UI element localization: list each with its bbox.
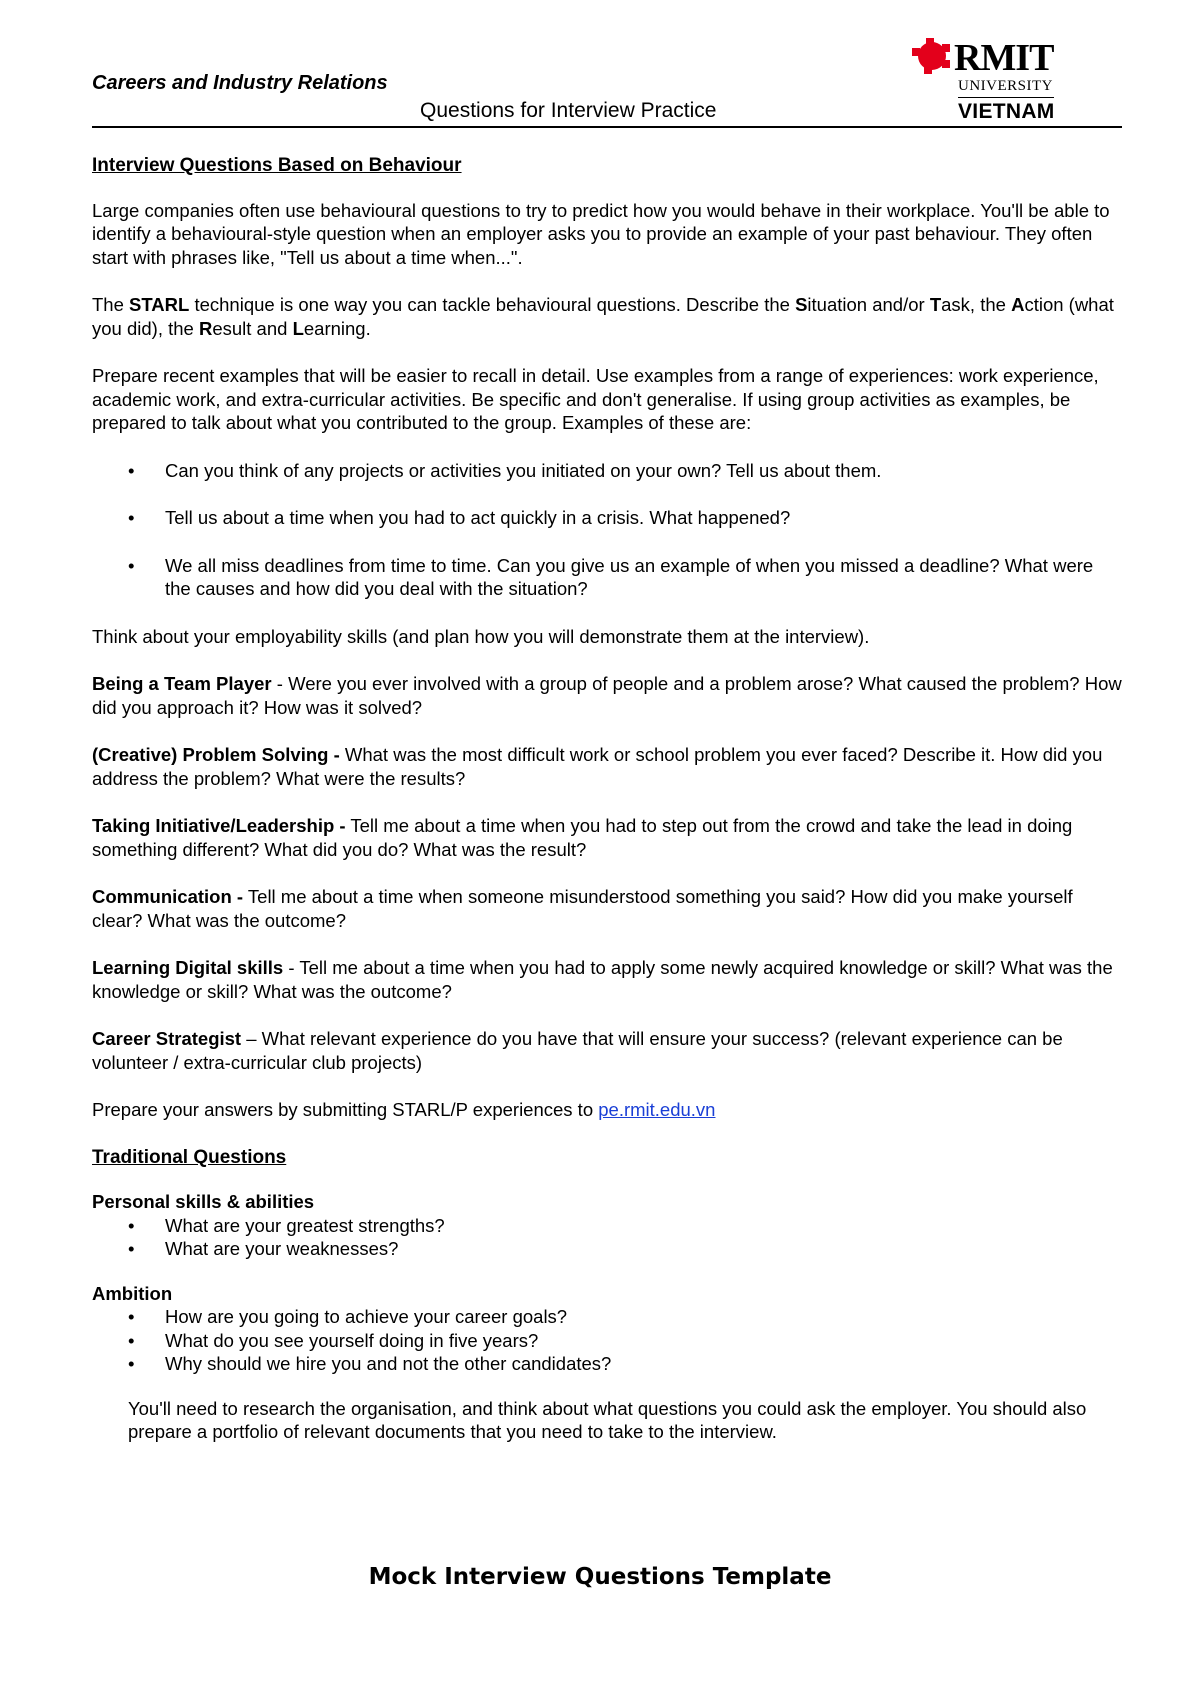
- personal-skills-list: [92, 1214, 1122, 1261]
- list-item-text: What are your greatest strengths?: [165, 1214, 445, 1236]
- list-item-text: What are your weaknesses?: [165, 1238, 399, 1259]
- starl-letter-a: A: [1011, 294, 1025, 315]
- list-item-text: Can you think of any projects or activities you initiated on your own? Tell us about them.: [165, 459, 882, 481]
- skill-text: Were you ever involved with a group of people and a problem arose? What caused the problem? How did you approach it? How was it solved?: [92, 673, 1122, 718]
- starl-text: esult and: [212, 317, 293, 339]
- bullet-icon: •: [128, 507, 135, 528]
- behaviour-heading: Interview Questions Based on Behaviour: [92, 155, 462, 176]
- skill-separator: –: [241, 1028, 262, 1049]
- submit-text: Prepare your answers by submitting STARL/P experiences to: [92, 1099, 599, 1120]
- bullet-icon: •: [128, 1306, 135, 1327]
- list-item: [92, 1352, 1122, 1376]
- list-item-text: We all miss deadlines from time to time. Can you give us an example of when you missed a deadline? What were the causes and how did you deal with the situation?: [165, 554, 1094, 599]
- skill-text: Tell me about a time when you had to apply some newly acquired knowledge or skill? What was the knowledge or skill? What was the outcome?: [92, 957, 1113, 1002]
- document-body: [92, 154, 1122, 1468]
- list-item-text: What do you see yourself doing in five years?: [165, 1329, 539, 1351]
- list-item: [92, 1305, 1122, 1329]
- submit-paragraph: [92, 1098, 1122, 1122]
- rmit-pixel-mark-icon: [912, 38, 952, 76]
- starl-text: ction (what you did), the: [92, 294, 1114, 339]
- skill-label: Being a Team Player: [92, 673, 272, 694]
- starl-text: earning.: [303, 317, 371, 339]
- template-title: Mock Interview Questions Template: [368, 1564, 832, 1590]
- skill-team-player: [92, 672, 1122, 719]
- list-item: [92, 1329, 1122, 1353]
- starl-letter-l: L: [292, 317, 304, 339]
- skills-intro: Think about your employability skills (and plan how you will demonstrate them at the interview).: [92, 625, 870, 647]
- starl-text: The: [92, 294, 130, 315]
- starl-text: ituation and/or: [807, 294, 930, 315]
- list-item-text: Why should we hire you and not the other candidates?: [165, 1353, 612, 1374]
- behaviour-intro: Large companies often use behavioural questions to try to predict how you would behave in their workplace. You'll be able to identify a behavioural-style question when an employer asks you to provide an example of your past behaviour. They often start with phrases like, "Tell us about a time when...".: [92, 199, 1110, 268]
- rmit-logo: [912, 36, 1064, 128]
- skill-label: Communication -: [92, 886, 244, 907]
- skill-digital: [92, 956, 1122, 1003]
- header-department: Careers and Industry Relations: [92, 72, 388, 94]
- skill-label: (Creative) Problem Solving -: [92, 744, 340, 765]
- skill-career-strategist: [92, 1027, 1122, 1074]
- skill-label: Learning Digital skills: [92, 957, 284, 978]
- bullet-icon: •: [128, 1329, 135, 1351]
- skill-text: What relevant experience do you have that will ensure your success? (relevant experience can be volunteer / extra-curricular club projects): [92, 1028, 1063, 1073]
- skill-label: Taking Initiative/Leadership -: [92, 815, 346, 836]
- logo-rule: [958, 97, 1054, 98]
- starl-keyword: STARL: [129, 294, 190, 315]
- bullet-icon: •: [128, 459, 135, 481]
- skill-leadership: [92, 814, 1122, 861]
- skill-text: Tell me about a time when you had to step out from the crowd and take the lead in doing something different? What did you do? What was the result?: [92, 815, 1073, 860]
- list-item: [92, 1237, 1122, 1261]
- logo-wordmark: RMIT: [954, 37, 1054, 79]
- skill-separator: -: [271, 673, 289, 694]
- document-title: Questions for Interview Practice: [420, 99, 717, 122]
- closing-paragraph: You'll need to research the organisation, and think about what questions you could ask the employer. You should also prepare a portfolio of relevant documents that you need to take to the interview.: [128, 1397, 1087, 1442]
- personal-skills-title: Personal skills & abilities: [92, 1191, 315, 1212]
- traditional-heading: Traditional Questions: [92, 1146, 287, 1168]
- list-item-text: How are you going to achieve your career goals?: [165, 1306, 568, 1327]
- starl-letter-r: R: [198, 317, 213, 339]
- example-questions-list: [92, 459, 1122, 601]
- prepare-paragraph: Prepare recent examples that will be easier to recall in detail. Use examples from a range of experiences: work experience, academic work, and extra-curricular activities. Be specific and don't generalise. If using group activities as examples, be prepared to talk about what you contributed to the group. Examples of these are:: [92, 365, 1099, 433]
- list-item: [92, 459, 1122, 483]
- starl-letter-s: S: [795, 294, 808, 315]
- ambition-list: [92, 1305, 1122, 1376]
- ambition-title: Ambition: [92, 1282, 173, 1304]
- skill-label: Career Strategist: [92, 1028, 242, 1049]
- bullet-icon: •: [128, 554, 135, 576]
- skill-communication: [92, 885, 1122, 932]
- skill-problem-solving: [92, 743, 1122, 790]
- starl-paragraph: [92, 293, 1122, 340]
- starl-letter-t: T: [929, 294, 942, 315]
- pe-rmit-link[interactable]: pe.rmit.edu.vn: [598, 1099, 716, 1120]
- list-item-text: Tell us about a time when you had to act quickly in a crisis. What happened?: [165, 507, 791, 528]
- list-item: [92, 1214, 1122, 1238]
- bullet-icon: •: [128, 1238, 135, 1259]
- skill-text: Tell me about a time when someone misunderstood something you said? How did you make yourself clear? What was the outcome?: [92, 886, 1073, 931]
- starl-text: ask, the: [941, 294, 1012, 315]
- logo-university: UNIVERSITY: [958, 78, 1053, 94]
- list-item: [92, 506, 1122, 530]
- bullet-icon: •: [128, 1353, 135, 1374]
- skill-text: What was the most difficult work or school problem you ever faced? Describe it. How did you address the problem? What were the results?: [92, 744, 1103, 789]
- bullet-icon: •: [128, 1214, 135, 1236]
- list-item: [92, 554, 1122, 601]
- logo-country: VIETNAM: [958, 100, 1055, 123]
- skill-separator: -: [283, 957, 300, 978]
- starl-text: technique is one way you can tackle behavioural questions. Describe the: [189, 294, 796, 315]
